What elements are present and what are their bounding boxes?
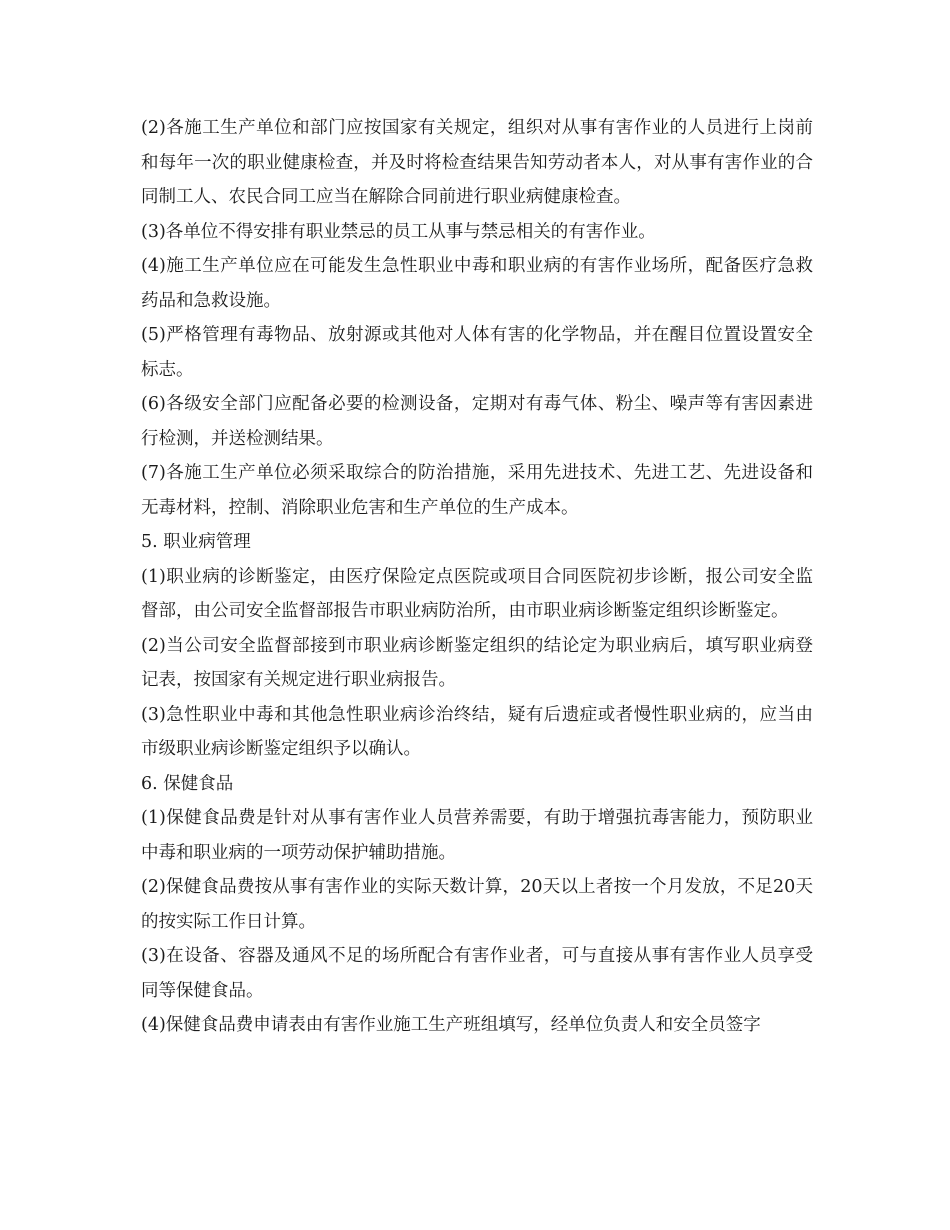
paragraph-2-health-check: (2)各施工生产单位和部门应按国家有关规定，组织对从事有害作业的人员进行上岗前和每年一次的职业健康检查，并及时将检查结果告知劳动者本人，对从事有害作业的合同制工人、农民合同工应当在解除合同前进行职业病健康检查。 bbox=[141, 118, 813, 207]
document-body bbox=[141, 111, 813, 1043]
paragraph-5-toxic-materials: (5)严格管理有毒物品、放射源或其他对人体有害的化学物品，并在醒目位置设置安全标志。 bbox=[141, 325, 813, 380]
paragraph-3-equal-treatment: (3)在设备、容器及通风不足的场所配合有害作业者，可与直接从事有害作业人员享受同等保健食品。 bbox=[141, 946, 813, 1001]
paragraph-6-detection: (6)各级安全部门应配备必要的检测设备，定期对有毒气体、粉尘、噪声等有害因素进行检测，并送检测结果。 bbox=[141, 394, 813, 449]
paragraph-4-first-aid: (4)施工生产单位应在可能发生急性职业中毒和职业病的有害作业场所，配备医疗急救药品和急救设施。 bbox=[141, 256, 813, 311]
paragraph-1-food-allowance: (1)保健食品费是针对从事有害作业人员营养需要，有助于增强抗毒害能力，预防职业中毒和职业病的一项劳动保护辅助措施。 bbox=[141, 808, 813, 863]
section-heading-health-food: 6. 保健食品 bbox=[141, 773, 234, 794]
paragraph-2-registration: (2)当公司安全监督部接到市职业病诊断鉴定组织的结论定为职业病后，填写职业病登记表，按国家有关规定进行职业病报告。 bbox=[141, 635, 813, 690]
paragraph-3-contraindication: (3)各单位不得安排有职业禁忌的员工从事与禁忌相关的有害作业。 bbox=[141, 221, 656, 242]
paragraph-4-application: (4)保健食品费申请表由有害作业施工生产班组填写，经单位负责人和安全员签字 bbox=[141, 1015, 761, 1035]
paragraph-1-diagnosis: (1)职业病的诊断鉴定，由医疗保险定点医院或项目合同医院初步诊断，报公司安全监督部，由公司安全监督部报告市职业病防治所，由市职业病诊断鉴定组织诊断鉴定。 bbox=[141, 566, 813, 621]
paragraph-3-confirmation: (3)急性职业中毒和其他急性职业病诊治终结，疑有后遗症或者慢性职业病的，应当由市级职业病诊断鉴定组织予以确认。 bbox=[141, 704, 813, 759]
section-heading-occupational-disease: 5. 职业病管理 bbox=[141, 532, 251, 552]
paragraph-2-calculation: (2)保健食品费按从事有害作业的实际天数计算，20天以上者按一个月发放，不足20天的按实际工作日计算。 bbox=[141, 877, 813, 932]
paragraph-7-prevention: (7)各施工生产单位必须采取综合的防治措施，采用先进技术、先进工艺、先进设备和无毒材料，控制、消除职业危害和生产单位的生产成本。 bbox=[141, 463, 813, 518]
